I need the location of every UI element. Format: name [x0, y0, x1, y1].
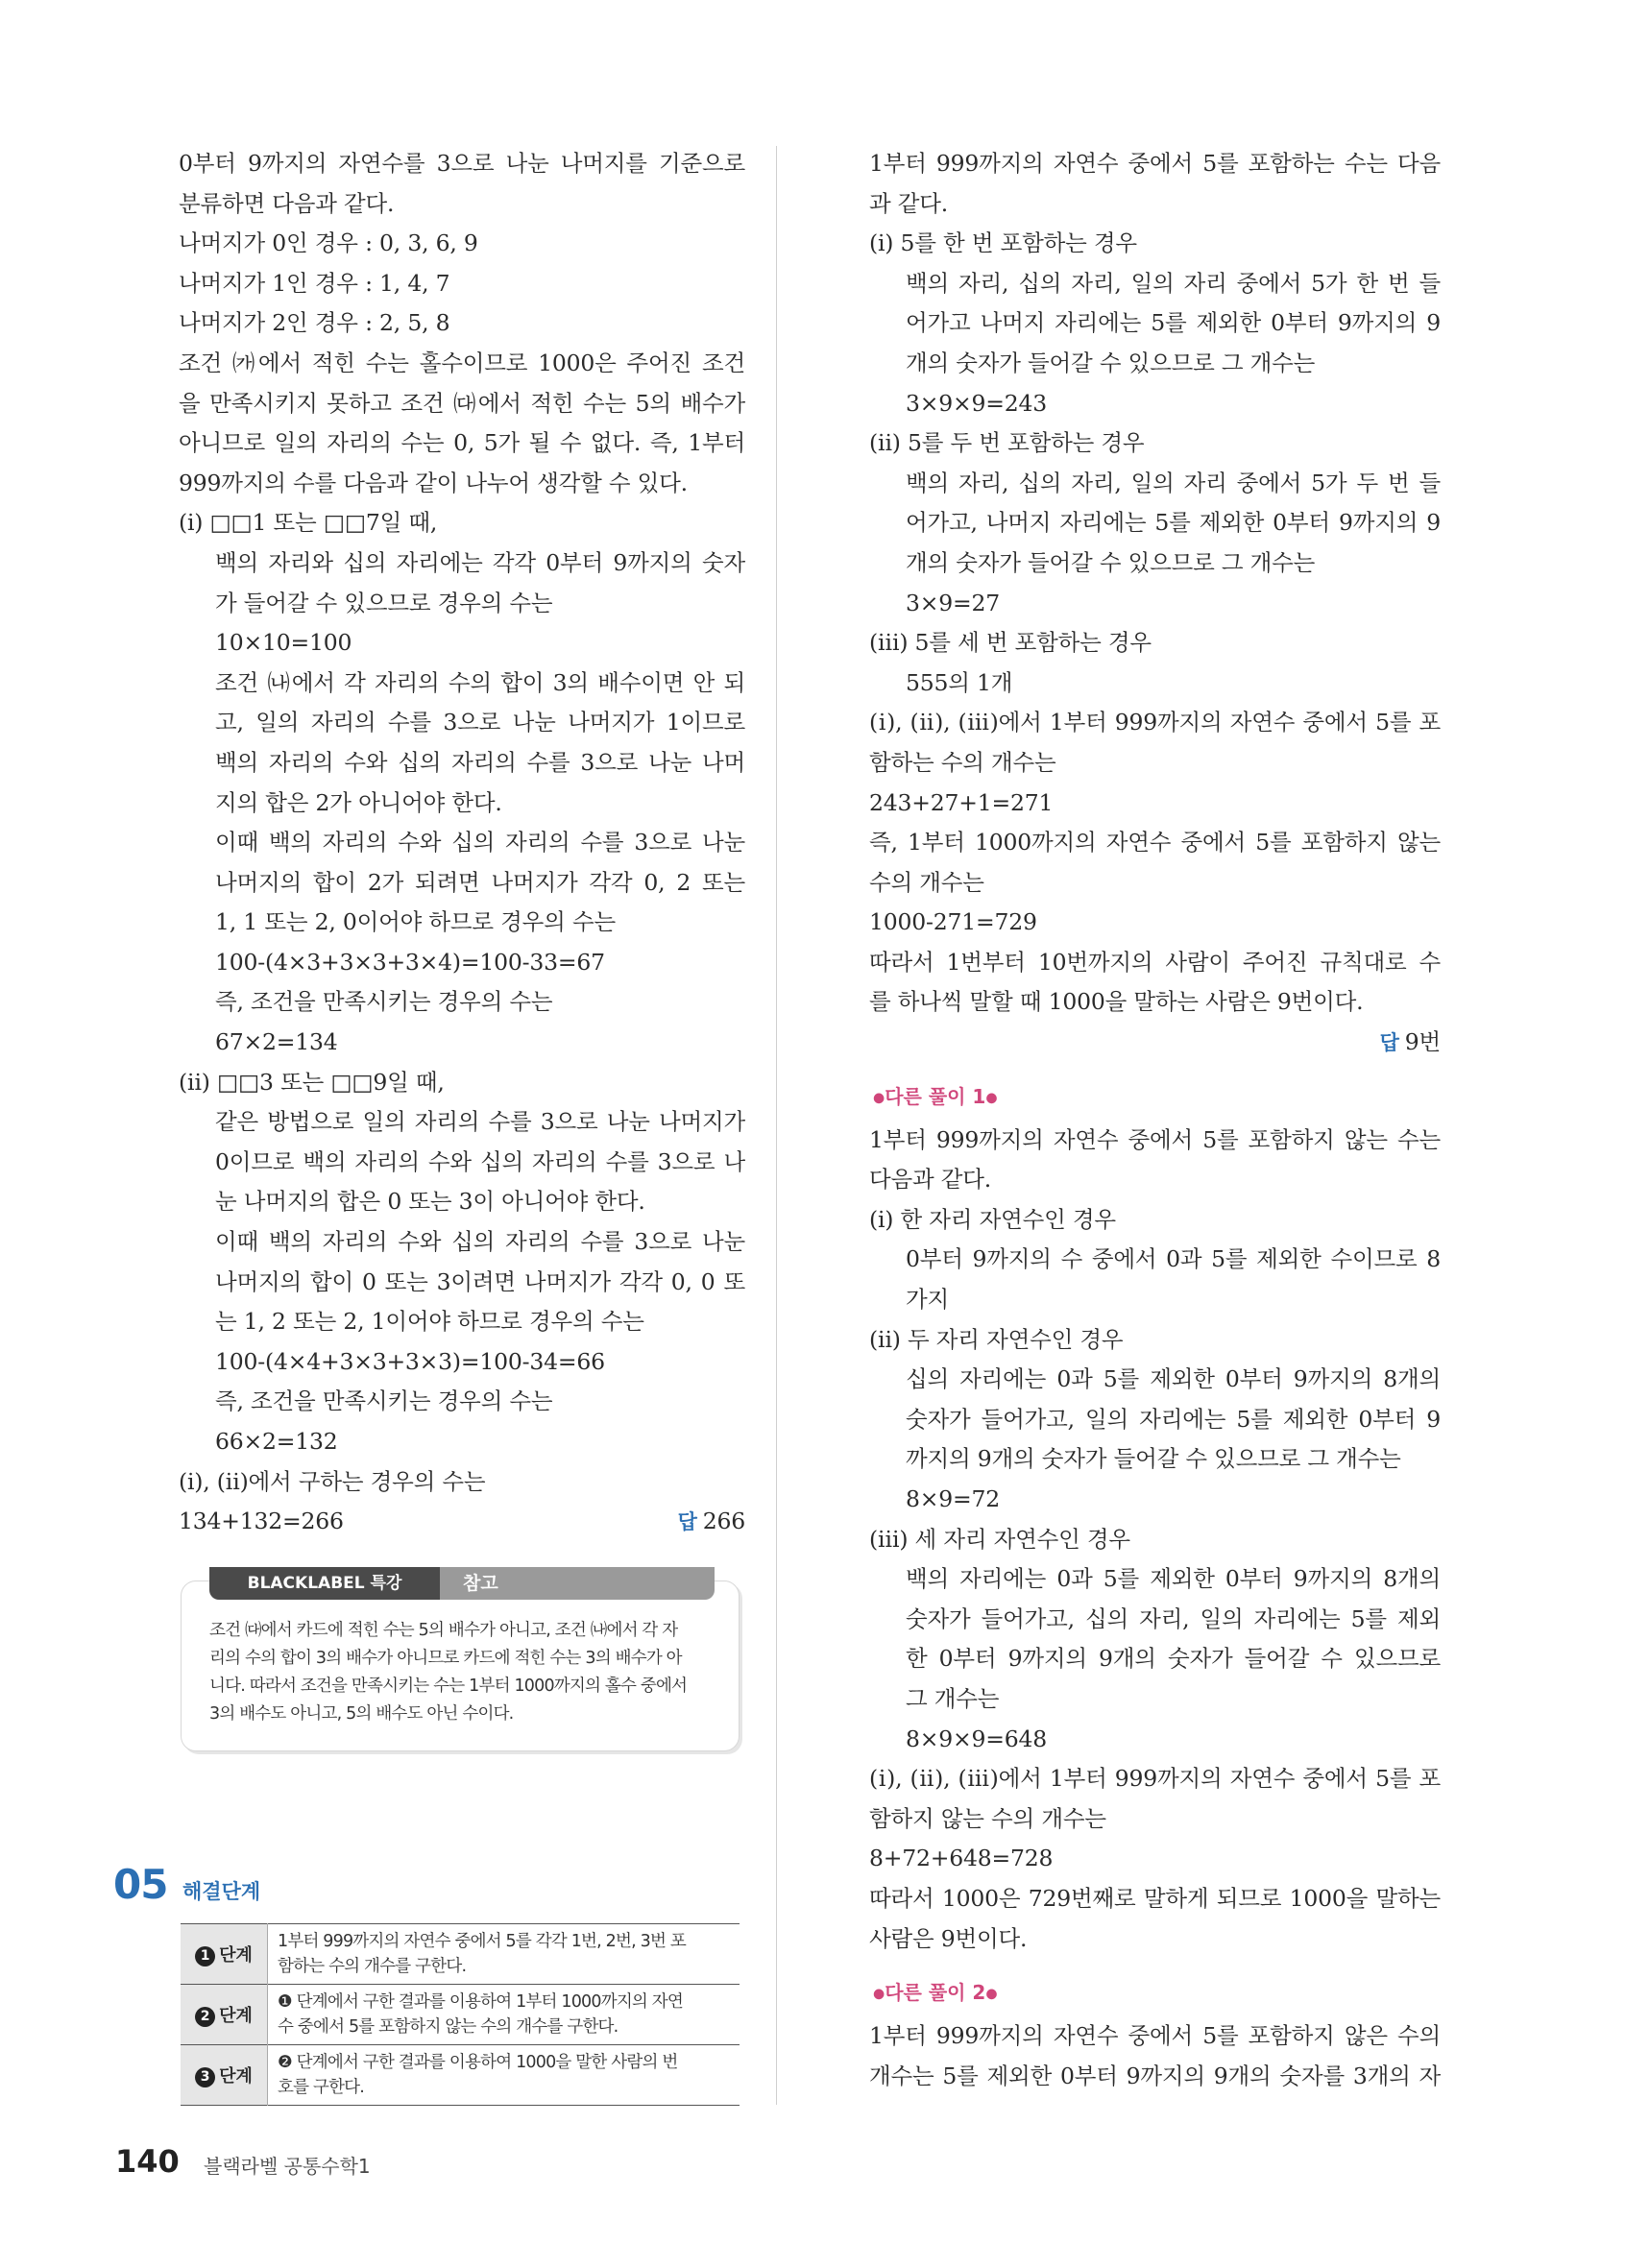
- text-line: (ⅰ), (ⅱ)에서 구하는 경우의 수는: [179, 1467, 486, 1495]
- step-name: 단계: [219, 1945, 253, 1966]
- text-line: 고, 일의 자리의 수를 3으로 나눈 나머지가 1이므로: [215, 709, 745, 736]
- text-line: 백의 자리에는 0과 5를 제외한 0부터 9까지의 8개의: [906, 1565, 1441, 1593]
- text-line: 100-(4×3+3×3+3×4)=100-33=67: [215, 948, 605, 976]
- text-line: 아니므로 일의 자리의 수는 0, 5가 될 수 없다. 즉, 1부터: [179, 429, 745, 457]
- text-line: 999까지의 수를 다음과 같이 나누어 생각할 수 있다.: [179, 469, 688, 496]
- text-line: 67×2=134: [215, 1028, 338, 1056]
- note-text: [209, 1617, 718, 1728]
- text-line: 지의 합은 2가 아니어야 한다.: [215, 788, 502, 816]
- solution-04-final-line: [179, 1502, 745, 1542]
- problem-number: 05: [113, 1861, 168, 1908]
- step-row: [181, 1985, 740, 2045]
- step-label: [181, 2045, 268, 2106]
- note-line: 조건 ㈐에서 카드에 적힌 수는 5의 배수가 아니고, 조건 ㈏에서 각 자: [209, 1621, 678, 1640]
- text-line: 243+27+1=271: [869, 788, 1054, 816]
- text-line: 숫자가 들어가고, 일의 자리에는 5를 제외한 0부터 9: [906, 1405, 1441, 1433]
- bullet-icon: ●: [985, 1090, 998, 1106]
- text-line: (ⅰ) 5를 한 번 포함하는 경우: [869, 229, 1137, 257]
- column-divider: [776, 146, 777, 2105]
- text-line: 함하지 않는 수의 개수는: [869, 1804, 1106, 1832]
- alt-title: 다른 풀이 2: [885, 1981, 986, 2005]
- text-line: 1부터 999까지의 자연수 중에서 5를 포함하지 않는 수는: [869, 1125, 1441, 1153]
- text-line: 0부터 9까지의 자연수를 3으로 나눈 나머지를 기준으로: [179, 150, 745, 177]
- blacklabel-note-box: [181, 1567, 741, 1755]
- text-line: 과 같다.: [869, 189, 949, 217]
- text-line: 8+72+648=728: [869, 1845, 1054, 1872]
- text-line: (ⅰ) □□1 또는 □□7일 때,: [179, 509, 438, 537]
- text-line: (ⅲ) 세 자리 자연수인 경우: [869, 1525, 1130, 1553]
- text-line: 백의 자리, 십의 자리, 일의 자리 중에서 5가 두 번 들: [906, 469, 1441, 496]
- text-line: 따라서 1000은 729번째로 말하게 되므로 1000을 말하는: [869, 1884, 1441, 1912]
- answer-tag: 답: [677, 1510, 697, 1534]
- final-expression: 134+132=266: [179, 1508, 344, 1535]
- alt-solution-2-text: [869, 2016, 1441, 2096]
- text-line: 나머지의 합이 2가 되려면 나머지가 각각 0, 2 또는: [215, 868, 745, 896]
- step-line: ❷ 단계에서 구한 결과를 이용하여 1000을 말한 사람의 번: [278, 2053, 678, 2072]
- step-name: 단계: [219, 2006, 253, 2026]
- text-line: 를 하나씩 말할 때 1000을 말하는 사람은 9번이다.: [869, 988, 1364, 1016]
- text-line: 숫자가 들어가고, 십의 자리, 일의 자리에는 5를 제외: [906, 1604, 1441, 1632]
- book-title: 블랙라벨 공통수학1: [204, 2155, 371, 2178]
- alt-solution-1-heading: [873, 1080, 1441, 1113]
- text-line: 8×9=72: [906, 1485, 1000, 1512]
- text-line: 10×10=100: [215, 629, 352, 657]
- text-line: 1부터 999까지의 자연수 중에서 5를 포함하는 수는 다음: [869, 150, 1441, 177]
- text-line: (ⅰ) 한 자리 자연수인 경우: [869, 1205, 1116, 1233]
- step-line: 호를 구한다.: [278, 2078, 365, 2097]
- answer-value: 9번: [1404, 1028, 1441, 1056]
- answer-value: 266: [702, 1508, 745, 1535]
- text-line: 수의 개수는: [869, 868, 984, 896]
- step-line: 수 중에서 5를 포함하지 않는 수의 개수를 구한다.: [278, 2017, 618, 2037]
- note-line: 3의 배수도 아니고, 5의 배수도 아닌 수이다.: [209, 1704, 514, 1724]
- text-line: 나머지가 0인 경우 : 0, 3, 6, 9: [179, 229, 478, 257]
- alt-title: 다른 풀이 1: [885, 1084, 986, 1108]
- note-line: 리의 수의 합이 3의 배수가 아니므로 카드에 적힌 수는 3의 배수가 아: [209, 1649, 682, 1668]
- step-label: [181, 1985, 268, 2045]
- text-line: 나머지가 1인 경우 : 1, 4, 7: [179, 269, 450, 297]
- note-line: 니다. 따라서 조건을 만족시키는 수는 1부터 1000까지의 홀수 중에서: [209, 1677, 688, 1696]
- step-row: [181, 2045, 740, 2106]
- text-line: 이때 백의 자리의 수와 십의 자리의 수를 3으로 나눈: [215, 829, 745, 857]
- text-line: 십의 자리에는 0과 5를 제외한 0부터 9까지의 8개의: [906, 1365, 1441, 1393]
- answer-tag: 답: [1379, 1031, 1399, 1055]
- text-line: (ⅱ) 두 자리 자연수인 경우: [869, 1325, 1124, 1353]
- text-line: 사람은 9번이다.: [869, 1924, 1028, 1952]
- text-line: 가지: [906, 1286, 950, 1314]
- text-line: 을 만족시키지 못하고 조건 ㈐에서 적힌 수는 5의 배수가: [179, 389, 745, 417]
- bullet-icon: ●: [873, 1090, 885, 1106]
- text-line: 가 들어갈 수 있으므로 경우의 수는: [215, 589, 553, 616]
- text-line: 그 개수는: [906, 1684, 1000, 1712]
- text-line: 눈 나머지의 합은 0 또는 3이 아니어야 한다.: [215, 1188, 645, 1216]
- alt-solution-2-heading: [873, 1976, 1441, 2009]
- text-line: 어가고, 나머지 자리에는 5를 제외한 0부터 9까지의 9: [906, 509, 1441, 537]
- bullet-icon: ●: [985, 1986, 998, 2002]
- solution-04-column: [179, 144, 745, 1542]
- text-line: 는 1, 2 또는 2, 1이어야 하므로 경우의 수는: [215, 1308, 644, 1336]
- text-line: (ⅰ), (ⅱ), (ⅲ)에서 1부터 999까지의 자연수 중에서 5를 포: [869, 1765, 1441, 1793]
- text-line: 66×2=132: [215, 1428, 338, 1455]
- text-line: 즉, 조건을 만족시키는 경우의 수는: [215, 1387, 553, 1415]
- text-line: (ⅲ) 5를 세 번 포함하는 경우: [869, 629, 1152, 657]
- step-name: 단계: [219, 2066, 253, 2087]
- step-description: [268, 2045, 740, 2106]
- problem-section-label: 해결단계: [182, 1880, 261, 1903]
- text-line: 다음과 같다.: [869, 1166, 992, 1194]
- step-line: 함하는 수의 개수를 구한다.: [278, 1957, 467, 1976]
- solution-04-text: [179, 144, 745, 1502]
- step-line: ❶ 단계에서 구한 결과를 이용하여 1부터 1000까지의 자연: [278, 1992, 683, 2012]
- solution-05-text: [869, 144, 1441, 1023]
- step-row: [181, 1924, 740, 1985]
- text-line: 즉, 조건을 만족시키는 경우의 수는: [215, 988, 553, 1016]
- text-line: 조건 ㈏에서 각 자리의 수의 합이 3의 배수이면 안 되: [215, 668, 745, 696]
- note-tabs: [209, 1567, 715, 1600]
- text-line: 조건 ㈎에서 적힌 수는 홀수이므로 1000은 주어진 조건: [179, 349, 745, 376]
- text-line: 100-(4×4+3×3+3×3)=100-34=66: [215, 1347, 605, 1375]
- text-line: 0이므로 백의 자리의 수와 십의 자리의 수를 3으로 나: [215, 1147, 745, 1175]
- blacklabel-badge: BLACKLABEL 특강: [209, 1567, 440, 1600]
- text-line: 같은 방법으로 일의 자리의 수를 3으로 나눈 나머지가: [215, 1108, 745, 1136]
- text-line: 따라서 1번부터 10번까지의 사람이 주어진 규칙대로 수: [869, 948, 1441, 976]
- answer-9: [869, 1023, 1441, 1063]
- text-line: (ⅱ) □□3 또는 □□9일 때,: [179, 1068, 445, 1096]
- text-line: 나머지의 합이 0 또는 3이려면 나머지가 각각 0, 0 또: [215, 1267, 745, 1295]
- text-line: 개의 숫자가 들어갈 수 있으므로 그 개수는: [906, 349, 1316, 376]
- step-label: [181, 1924, 268, 1985]
- step-description: [268, 1985, 740, 2045]
- text-line: 0부터 9까지의 수 중에서 0과 5를 제외한 수이므로 8: [906, 1245, 1441, 1273]
- page-number: 140: [115, 2143, 180, 2180]
- solution-05-column: [869, 144, 1441, 2096]
- text-line: 어가고 나머지 자리에는 5를 제외한 0부터 9까지의 9: [906, 309, 1441, 337]
- step-number-icon: 3: [195, 2067, 215, 2087]
- alt-solution-1-text: [869, 1121, 1441, 1959]
- text-line: 백의 자리, 십의 자리, 일의 자리 중에서 5가 한 번 들: [906, 269, 1441, 297]
- text-line: 1000-271=729: [869, 908, 1037, 936]
- bullet-icon: ●: [873, 1986, 885, 2002]
- note-label: 참고: [440, 1567, 715, 1600]
- text-line: 분류하면 다음과 같다.: [179, 189, 395, 217]
- text-line: 백의 자리의 수와 십의 자리의 수를 3으로 나눈 나머: [215, 748, 745, 776]
- solution-steps-table: [181, 1923, 740, 2106]
- text-line: 3×9=27: [906, 589, 1000, 616]
- step-number-icon: 1: [195, 1946, 215, 1966]
- text-line: 즉, 1부터 1000까지의 자연수 중에서 5를 포함하지 않는: [869, 829, 1441, 857]
- step-number-icon: 2: [195, 2007, 215, 2027]
- text-line: 나머지가 2인 경우 : 2, 5, 8: [179, 309, 450, 337]
- text-line: 3×9×9=243: [906, 389, 1047, 417]
- text-line: 백의 자리와 십의 자리에는 각각 0부터 9까지의 숫자: [215, 548, 745, 576]
- text-line: 개의 숫자가 들어갈 수 있으므로 그 개수는: [906, 548, 1316, 576]
- step-description: [268, 1924, 740, 1985]
- text-line: 함하는 수의 개수는: [869, 748, 1056, 776]
- answer-266: [678, 1502, 745, 1542]
- text-line: 8×9×9=648: [906, 1725, 1047, 1752]
- text-line: (ⅰ), (ⅱ), (ⅲ)에서 1부터 999까지의 자연수 중에서 5를 포: [869, 709, 1441, 736]
- text-line: 개수는 5를 제외한 0부터 9까지의 9개의 숫자를 3개의 자: [869, 2062, 1441, 2089]
- text-line: 1, 1 또는 2, 0이어야 하므로 경우의 수는: [215, 908, 616, 936]
- text-line: 1부터 999까지의 자연수 중에서 5를 포함하지 않은 수의: [869, 2022, 1441, 2050]
- text-line: (ⅱ) 5를 두 번 포함하는 경우: [869, 429, 1145, 457]
- text-line: 까지의 9개의 숫자가 들어갈 수 있으므로 그 개수는: [906, 1445, 1401, 1473]
- text-line: 이때 백의 자리의 수와 십의 자리의 수를 3으로 나눈: [215, 1228, 745, 1256]
- text-line: 한 0부터 9까지의 9개의 숫자가 들어갈 수 있으므로: [906, 1645, 1441, 1673]
- step-line: 1부터 999까지의 자연수 중에서 5를 각각 1번, 2번, 3번 포: [278, 1932, 686, 1951]
- text-line: 555의 1개: [906, 668, 1013, 696]
